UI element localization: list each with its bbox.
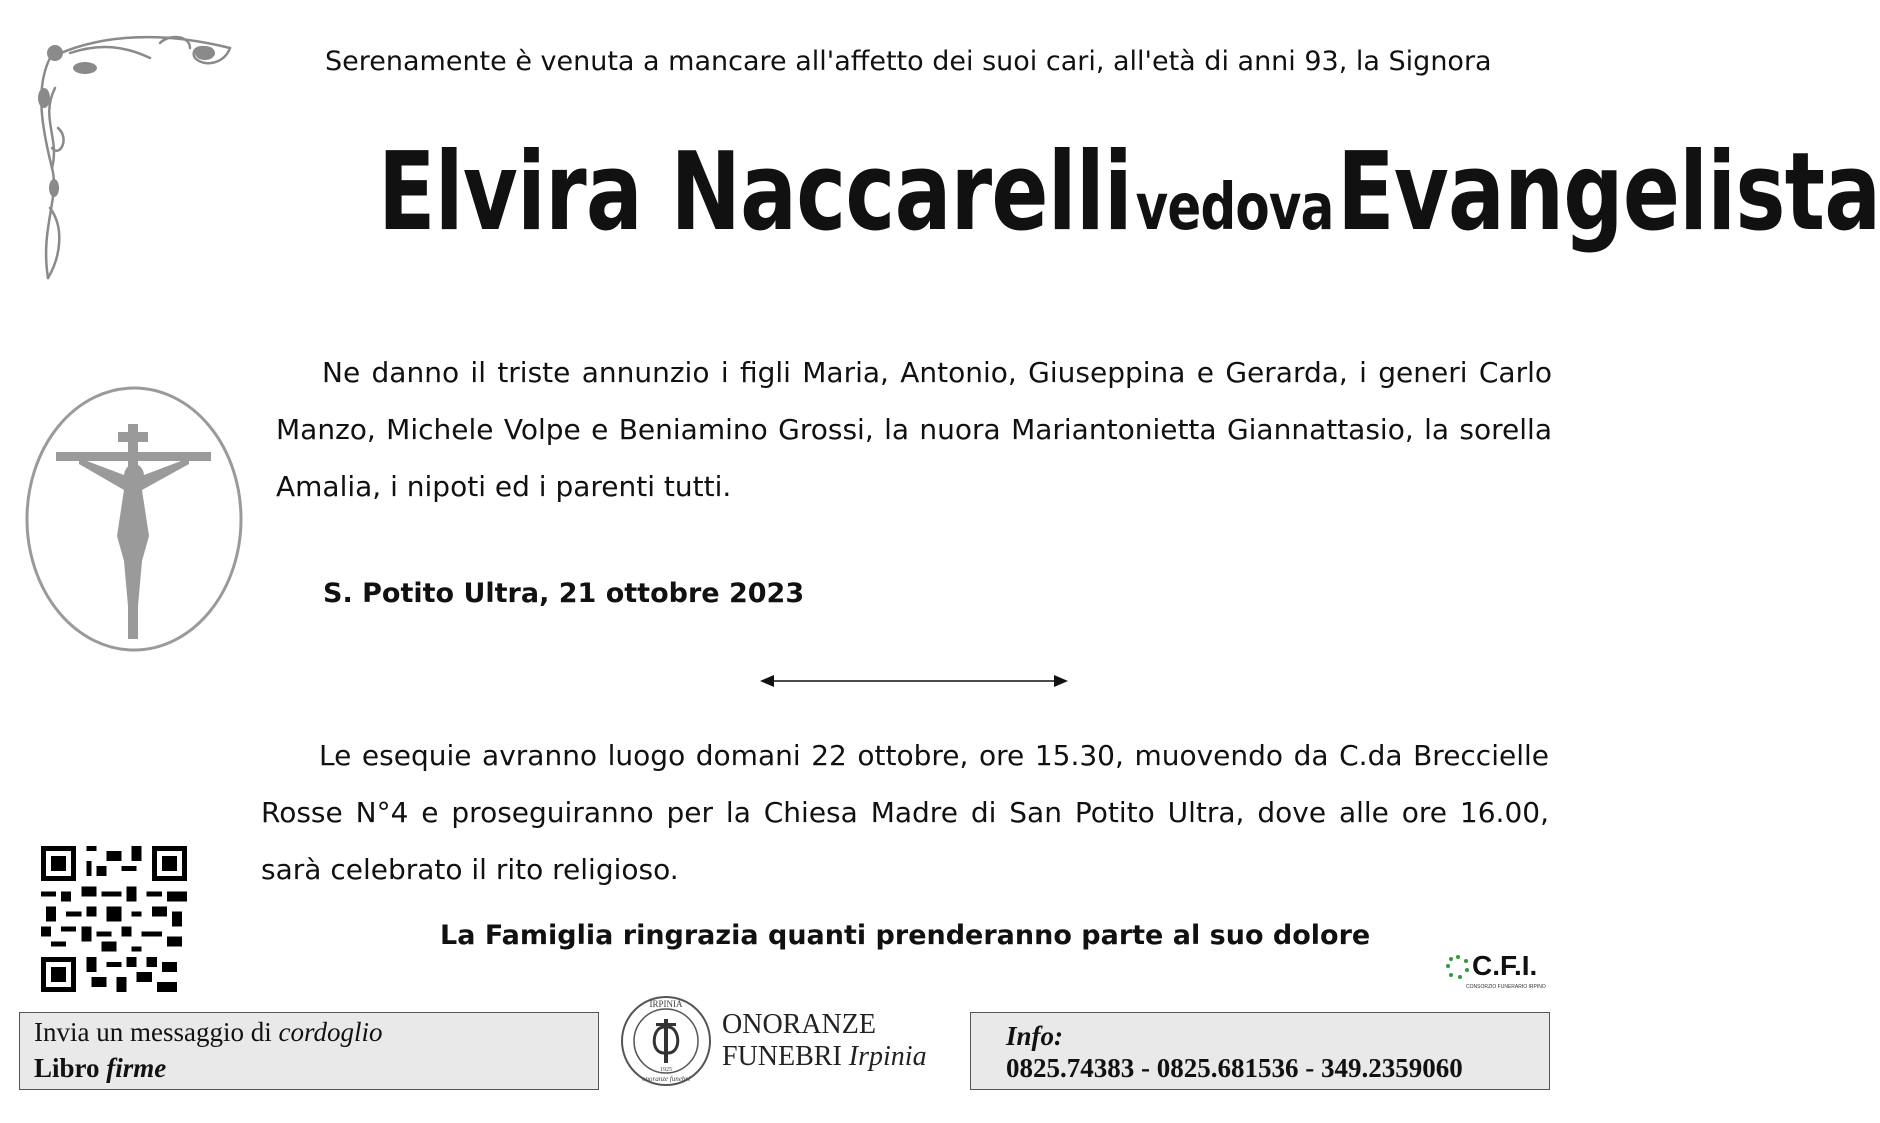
condolence-link[interactable] bbox=[34, 1017, 382, 1048]
corner-ornament-icon bbox=[30, 28, 245, 288]
info-box bbox=[970, 1012, 1550, 1090]
seal-bottom-text: onoranze funebri bbox=[641, 1075, 691, 1083]
name-middle: vedova bbox=[1135, 171, 1334, 245]
name-last: Evangelista bbox=[1337, 130, 1880, 255]
announcement-text: Ne danno il triste annunzio i figli Maria, Antonio, Giuseppina e Gerarda, i generi Carlo Manzo, Michele Volpe e Beniamino Grossi, la nuora Mariantonietta Giannattasio, la sorella Amalia, i nipoti ed i parenti tutti. bbox=[276, 356, 1552, 503]
seal-top-text: IRPINIA bbox=[649, 999, 683, 1009]
condolence-box[interactable] bbox=[19, 1012, 599, 1090]
crucifix-icon bbox=[24, 386, 246, 656]
info-phones[interactable]: 0825.74383 - 0825.681536 - 349.2359060 bbox=[1006, 1053, 1463, 1083]
funeral-home-name bbox=[722, 1009, 927, 1073]
qr-code-icon[interactable] bbox=[41, 846, 187, 992]
thanks-text: La Famiglia ringrazia quanti prenderanno parte al suo dolore bbox=[440, 920, 1371, 951]
intro-text: Serenamente è venuta a mancare all'affetto dei suoi cari, all'età di anni 93, la Signora bbox=[325, 46, 1492, 77]
funeral-text: Le esequie avranno luogo domani 22 ottobre, ore 15.30, muovendo da C.da Breccielle Rosse N°4 e proseguiranno per la Chiesa Madre di San Potito Ultra, dove alle ore 16.00, sarà celebrato il rito religioso. bbox=[261, 739, 1549, 886]
info-label: Info: bbox=[1006, 1021, 1064, 1051]
cfi-name: C.F.I. bbox=[1472, 950, 1538, 981]
seal-logo-icon bbox=[618, 993, 714, 1089]
double-arrow-icon bbox=[760, 673, 1068, 689]
condolence-label: Invia un messaggio di bbox=[34, 1017, 279, 1047]
funeral-home-line2-italic: Irpinia bbox=[848, 1041, 927, 1072]
funeral-home-line2: FUNEBRI bbox=[722, 1041, 849, 1072]
condolence-label-italic: cordoglio bbox=[278, 1017, 383, 1047]
guestbook-label-italic: firme bbox=[106, 1053, 167, 1083]
guestbook-label: Libro bbox=[34, 1053, 107, 1083]
cfi-sub: CONSORZIO FUNERARIO IRPINO bbox=[1466, 984, 1546, 990]
place-date: S. Potito Ultra, 21 ottobre 2023 bbox=[323, 578, 805, 609]
cfi-logo-icon bbox=[1446, 954, 1470, 980]
seal-year-text: 1925 bbox=[660, 1067, 672, 1073]
deceased-name bbox=[378, 130, 1880, 255]
guestbook-link[interactable] bbox=[34, 1053, 166, 1084]
name-first: Elvira Naccarelli bbox=[378, 130, 1133, 255]
funeral-home-line1: ONORANZE bbox=[722, 1009, 876, 1040]
